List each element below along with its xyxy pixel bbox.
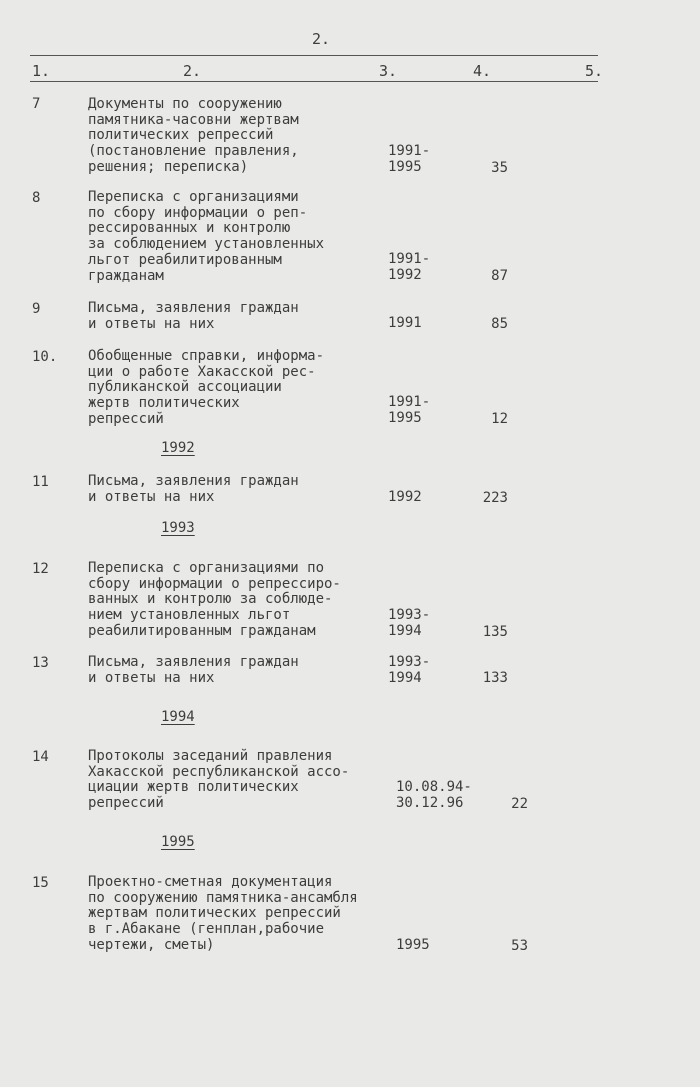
year-heading: 1995 [161,834,195,850]
row-dates: 1992 [388,489,422,505]
column-header-4: 4. [473,62,492,80]
row-number: 15 [32,875,49,891]
row-dates: 10.08.94- 30.12.96 [396,779,472,811]
row-description: Письма, заявления граждан и ответы на них [88,300,299,332]
row-number: 7 [32,96,41,112]
row-number: 14 [32,749,49,765]
header-bottom-rule [30,81,598,82]
row-count: 223 [482,490,508,506]
row-number: 13 [32,655,49,671]
row-dates: 1991- 1995 [388,143,431,175]
row-description: Письма, заявления граждан и ответы на них [88,473,299,505]
row-description: Проектно-сметная документация по сооружению памятника-ансамбля жертвам политических репрессий в г.Абакане (генплан,рабочие чертежи, сметы) [88,874,358,953]
row-dates: 1991- 1992 [388,251,431,283]
row-dates: 1991 [388,315,422,331]
row-description: Обобщенные справки, информа- ции о работе Хакасской рес- публиканской ассоциации жертв политических репрессий [88,348,325,427]
column-header-2: 2. [183,62,202,80]
row-dates: 1993- 1994 [388,654,431,686]
row-count: 12 [491,411,508,427]
row-description: Переписка с организациями по сбору информации о репрессиро- ванных и контролю за соблюде- нием установленных льгот реабилитированным гражданам [88,560,341,639]
row-number: 11 [32,474,49,490]
row-count: 35 [491,160,508,176]
row-number: 12 [32,561,49,577]
row-description: Протоколы заседаний правления Хакасской республиканской ассо- циации жертв политических репрессий [88,748,350,812]
row-number: 8 [32,190,41,206]
column-header-1: 1. [32,62,51,80]
year-heading: 1994 [161,709,195,725]
column-header-5: 5. [585,62,604,80]
row-dates: 1995 [396,937,430,953]
row-count: 133 [482,670,508,686]
row-count: 22 [511,796,528,812]
row-number: 9 [32,301,41,317]
row-dates: 1993- 1994 [388,607,431,639]
row-description: Переписка с организациями по сбору информации о реп- рессированных и контролю за соблюдением установленных льгот реабилитированным гражданам [88,189,325,284]
row-description: Документы по сооружению памятника-часовни жертвам политических репрессий (постановление правления, решения; переписка) [88,96,299,175]
header-top-rule [30,55,598,56]
row-number: 10. [32,349,58,365]
page-number: 2. [312,30,331,48]
year-heading: 1993 [161,520,195,536]
year-heading: 1992 [161,440,195,456]
row-count: 87 [491,268,508,284]
row-count: 135 [482,624,508,640]
column-header-3: 3. [379,62,398,80]
row-count: 53 [511,938,528,954]
row-count: 85 [491,316,508,332]
row-dates: 1991- 1995 [388,394,431,426]
row-description: Письма, заявления граждан и ответы на них [88,654,299,686]
